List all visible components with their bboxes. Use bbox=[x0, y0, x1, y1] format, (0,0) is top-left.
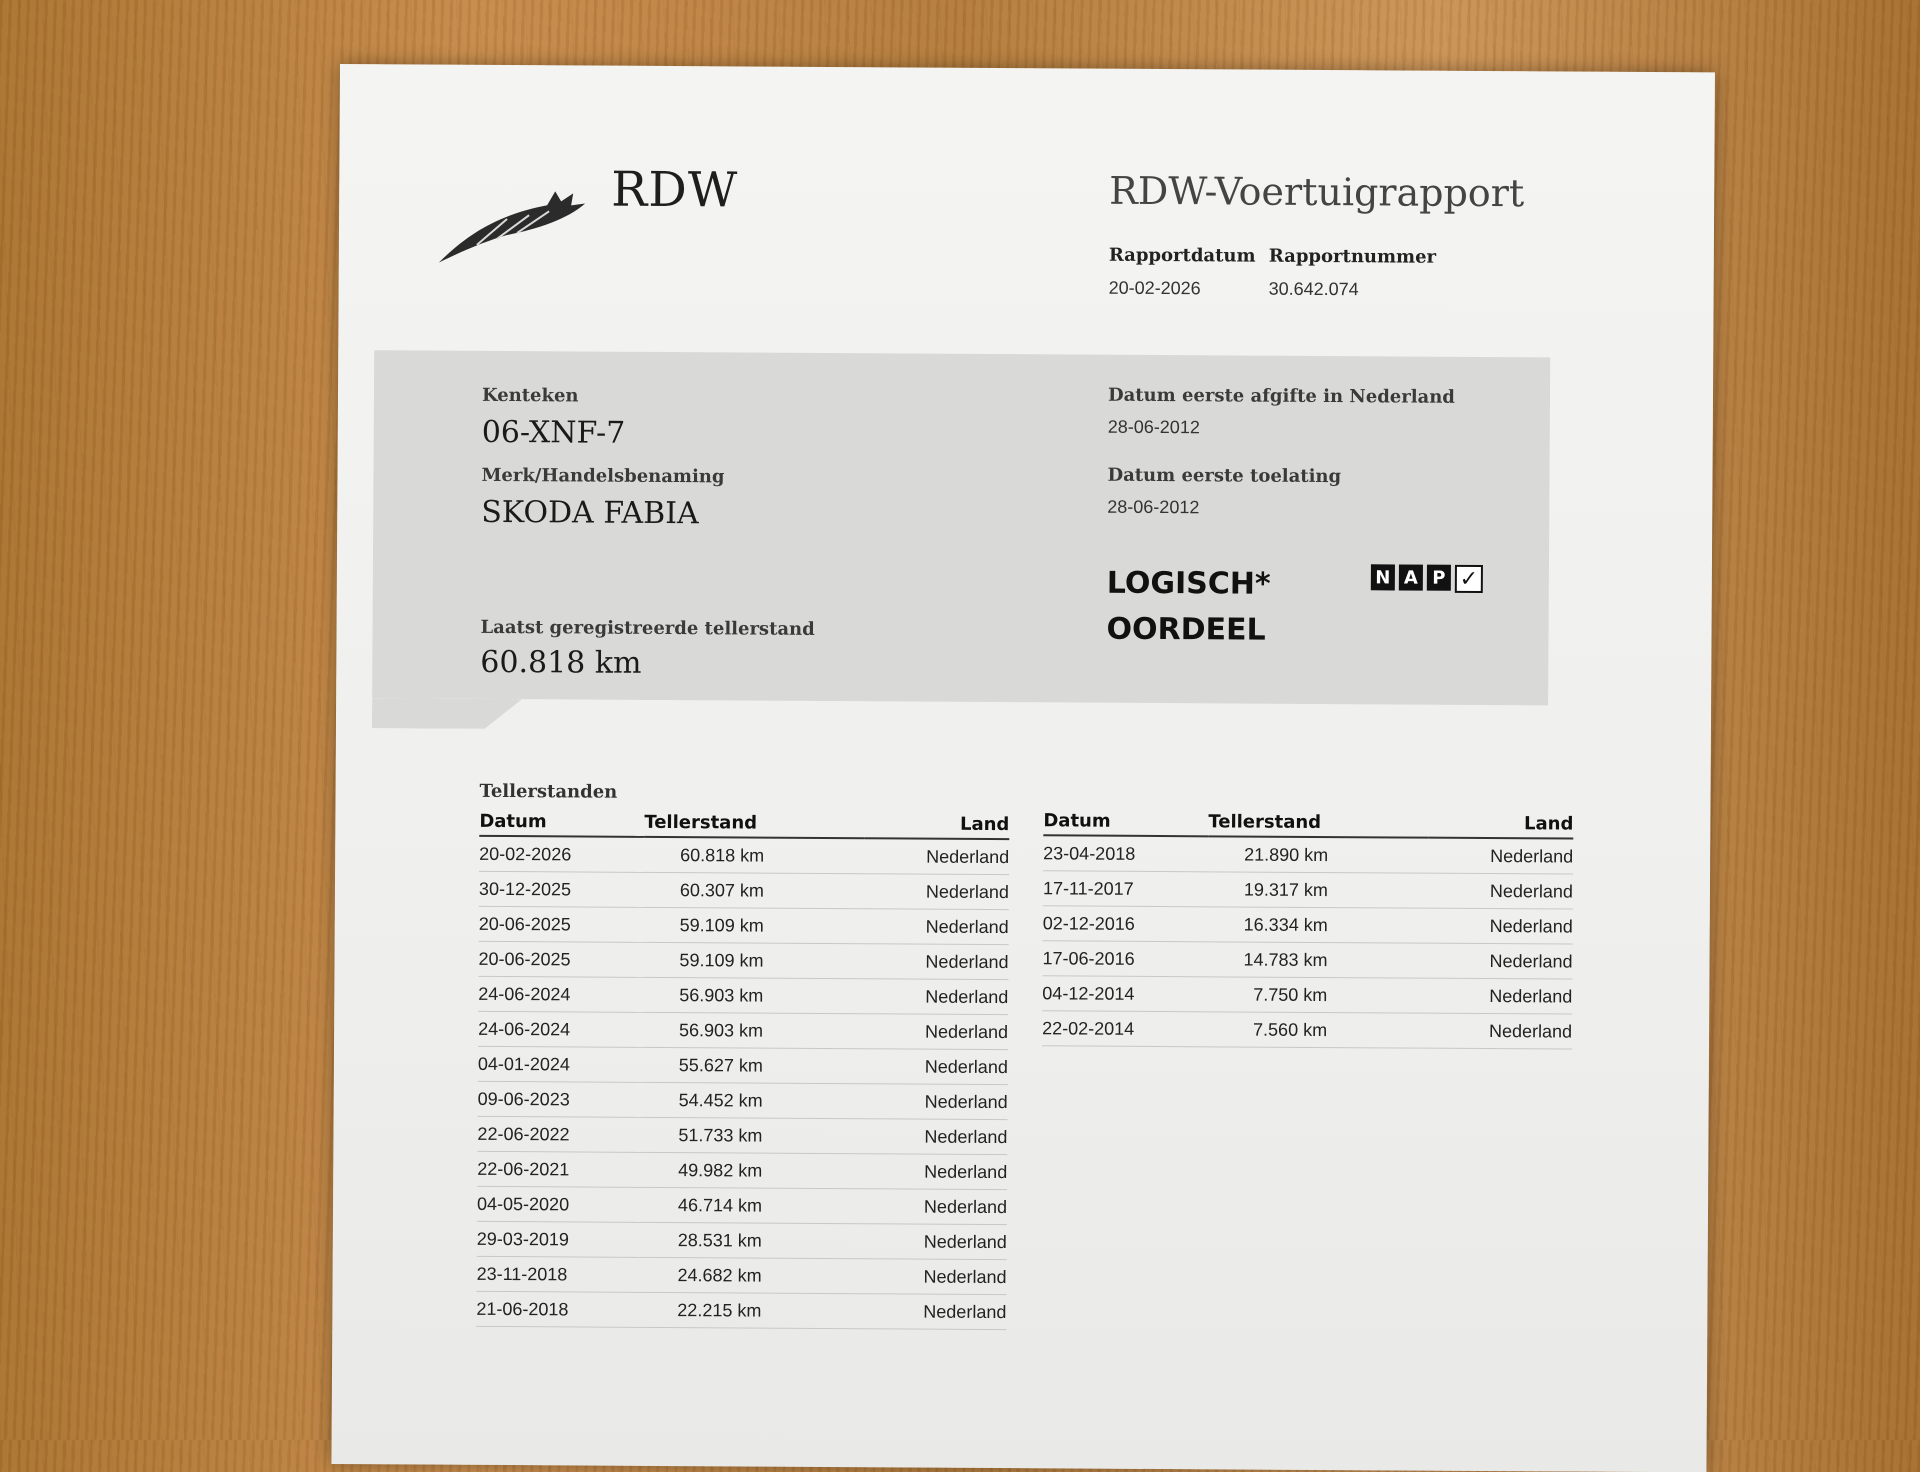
table-header-row bbox=[479, 807, 1009, 839]
odometer-label: Laatst geregistreerde tellerstand bbox=[480, 616, 815, 640]
reading-date: 02-12-2016 bbox=[1043, 906, 1208, 942]
table-row bbox=[476, 1291, 1006, 1329]
reading-date: 22-06-2021 bbox=[477, 1151, 642, 1187]
reading-km: 24.682 km bbox=[642, 1257, 862, 1293]
table-row bbox=[478, 1046, 1008, 1084]
reading-km: 56.903 km bbox=[643, 1012, 863, 1048]
reading-country: Nederland bbox=[1428, 873, 1573, 909]
panel-tab-decoration bbox=[372, 698, 522, 729]
reading-date: 24-06-2024 bbox=[478, 976, 643, 1012]
report-paper bbox=[331, 64, 1715, 1472]
reading-km: 7.750 km bbox=[1207, 977, 1427, 1013]
reading-country: Nederland bbox=[862, 1119, 1007, 1155]
first-admission-value: 28-06-2012 bbox=[1107, 496, 1200, 518]
table-row bbox=[478, 1081, 1008, 1119]
reading-date: 17-11-2017 bbox=[1043, 871, 1208, 907]
reading-date: 20-06-2025 bbox=[478, 941, 643, 977]
nap-letter-a: A bbox=[1399, 564, 1423, 590]
first-issue-value: 28-06-2012 bbox=[1107, 416, 1200, 438]
reading-km: 60.818 km bbox=[644, 837, 864, 874]
make-label: Merk/Handelsbenaming bbox=[481, 464, 725, 488]
reading-date: 29-03-2019 bbox=[477, 1221, 642, 1257]
reading-km: 19.317 km bbox=[1208, 872, 1428, 908]
reading-country: Nederland bbox=[862, 1154, 1007, 1190]
table-row bbox=[477, 1116, 1007, 1154]
report-number-value: 30.642.074 bbox=[1268, 278, 1359, 300]
table-row bbox=[478, 941, 1008, 979]
table-row bbox=[478, 1011, 1008, 1049]
reading-date: 23-11-2018 bbox=[477, 1256, 642, 1292]
report-date-label: Rapportdatum bbox=[1108, 244, 1256, 267]
table-row bbox=[1042, 976, 1572, 1014]
reading-date: 04-12-2014 bbox=[1042, 976, 1207, 1012]
reading-km: 59.109 km bbox=[643, 942, 863, 978]
plate-label: Kenteken bbox=[481, 384, 579, 407]
nap-badge bbox=[1371, 564, 1483, 593]
report-number-block bbox=[1269, 246, 1437, 301]
table-header-row bbox=[1043, 806, 1573, 838]
brand-name: RDW bbox=[611, 161, 739, 219]
reading-country: Nederland bbox=[863, 1084, 1008, 1120]
reading-country: Nederland bbox=[863, 979, 1008, 1015]
col-country-header: Land bbox=[864, 809, 1009, 839]
reading-date: 22-06-2022 bbox=[477, 1116, 642, 1152]
table-row bbox=[477, 1256, 1007, 1294]
reading-km: 22.215 km bbox=[641, 1292, 861, 1328]
col-km-header: Tellerstand bbox=[644, 808, 864, 838]
reading-km: 51.733 km bbox=[642, 1117, 862, 1153]
table-row bbox=[1042, 1011, 1572, 1049]
report-title: RDW-Voertuigrapport bbox=[1109, 168, 1525, 216]
reading-date: 20-06-2025 bbox=[479, 906, 644, 942]
reading-country: Nederland bbox=[864, 838, 1009, 874]
rdw-logo-icon bbox=[437, 185, 587, 266]
checkmark-icon: ✓ bbox=[1455, 565, 1483, 593]
table-row bbox=[477, 1221, 1007, 1259]
reading-country: Nederland bbox=[1428, 838, 1573, 874]
col-date-header: Datum bbox=[1043, 806, 1208, 836]
reading-country: Nederland bbox=[1427, 978, 1572, 1014]
reading-km: 54.452 km bbox=[643, 1082, 863, 1118]
reading-km: 46.714 km bbox=[642, 1187, 862, 1223]
readings-table-left bbox=[476, 807, 1009, 1330]
odometer-value: 60.818 km bbox=[480, 644, 642, 681]
judgement-line-2: OORDEEL bbox=[1106, 611, 1266, 648]
table-row bbox=[477, 1151, 1007, 1189]
reading-country: Nederland bbox=[863, 944, 1008, 980]
reading-country: Nederland bbox=[863, 1049, 1008, 1085]
table-row bbox=[479, 871, 1009, 909]
readings-table-right bbox=[1042, 806, 1573, 1049]
first-issue-label: Datum eerste afgifte in Nederland bbox=[1107, 384, 1456, 408]
table-row bbox=[1042, 941, 1572, 979]
reading-km: 28.531 km bbox=[642, 1222, 862, 1258]
reading-date: 04-05-2020 bbox=[477, 1186, 642, 1222]
reading-km: 7.560 km bbox=[1207, 1012, 1427, 1048]
reading-date: 04-01-2024 bbox=[478, 1046, 643, 1082]
reading-km: 14.783 km bbox=[1207, 942, 1427, 978]
reading-country: Nederland bbox=[1428, 908, 1573, 944]
nap-letter-p: P bbox=[1427, 565, 1451, 591]
reading-km: 16.334 km bbox=[1208, 907, 1428, 943]
col-date-header: Datum bbox=[479, 807, 644, 837]
nap-letter-n: N bbox=[1371, 564, 1395, 590]
report-number-label: Rapportnummer bbox=[1268, 245, 1437, 268]
first-admission-label: Datum eerste toelating bbox=[1107, 464, 1342, 488]
plate-value: 06-XNF-7 bbox=[481, 414, 626, 451]
make-value: SKODA FABIA bbox=[481, 494, 699, 532]
reading-date: 24-06-2024 bbox=[478, 1011, 643, 1047]
reading-km: 55.627 km bbox=[643, 1047, 863, 1083]
judgement-line-1: LOGISCH* bbox=[1106, 565, 1271, 602]
reading-country: Nederland bbox=[1427, 943, 1572, 979]
reading-date: 17-06-2016 bbox=[1042, 941, 1207, 977]
col-km-header: Tellerstand bbox=[1208, 807, 1428, 837]
reading-country: Nederland bbox=[863, 1014, 1008, 1050]
reading-km: 56.903 km bbox=[643, 977, 863, 1013]
reading-date: 21-06-2018 bbox=[476, 1291, 641, 1327]
table-row bbox=[1043, 871, 1573, 909]
reading-country: Nederland bbox=[862, 1224, 1007, 1260]
reading-date: 30-12-2025 bbox=[479, 871, 644, 907]
reading-country: Nederland bbox=[1427, 1013, 1572, 1049]
reading-date: 09-06-2023 bbox=[478, 1081, 643, 1117]
reading-date: 23-04-2018 bbox=[1043, 835, 1208, 872]
table-row bbox=[477, 1186, 1007, 1224]
report-date-block bbox=[1109, 245, 1256, 300]
reading-km: 59.109 km bbox=[644, 907, 864, 943]
reading-country: Nederland bbox=[861, 1259, 1006, 1295]
reading-km: 49.982 km bbox=[642, 1152, 862, 1188]
report-date-value: 20-02-2026 bbox=[1108, 277, 1201, 299]
col-country-header: Land bbox=[1428, 809, 1573, 839]
reading-country: Nederland bbox=[864, 909, 1009, 945]
reading-km: 60.307 km bbox=[644, 872, 864, 908]
reading-country: Nederland bbox=[861, 1294, 1006, 1330]
reading-date: 20-02-2026 bbox=[479, 836, 644, 873]
table-row bbox=[1043, 906, 1573, 944]
reading-country: Nederland bbox=[862, 1189, 1007, 1225]
table-row bbox=[1043, 835, 1573, 874]
readings-title: Tellerstanden bbox=[479, 780, 618, 803]
reading-country: Nederland bbox=[864, 874, 1009, 910]
table-row bbox=[478, 976, 1008, 1014]
table-row bbox=[479, 906, 1009, 944]
nap-judgement bbox=[1106, 561, 1270, 654]
reading-km: 21.890 km bbox=[1208, 836, 1428, 873]
reading-date: 22-02-2014 bbox=[1042, 1011, 1207, 1047]
table-row bbox=[479, 836, 1009, 875]
